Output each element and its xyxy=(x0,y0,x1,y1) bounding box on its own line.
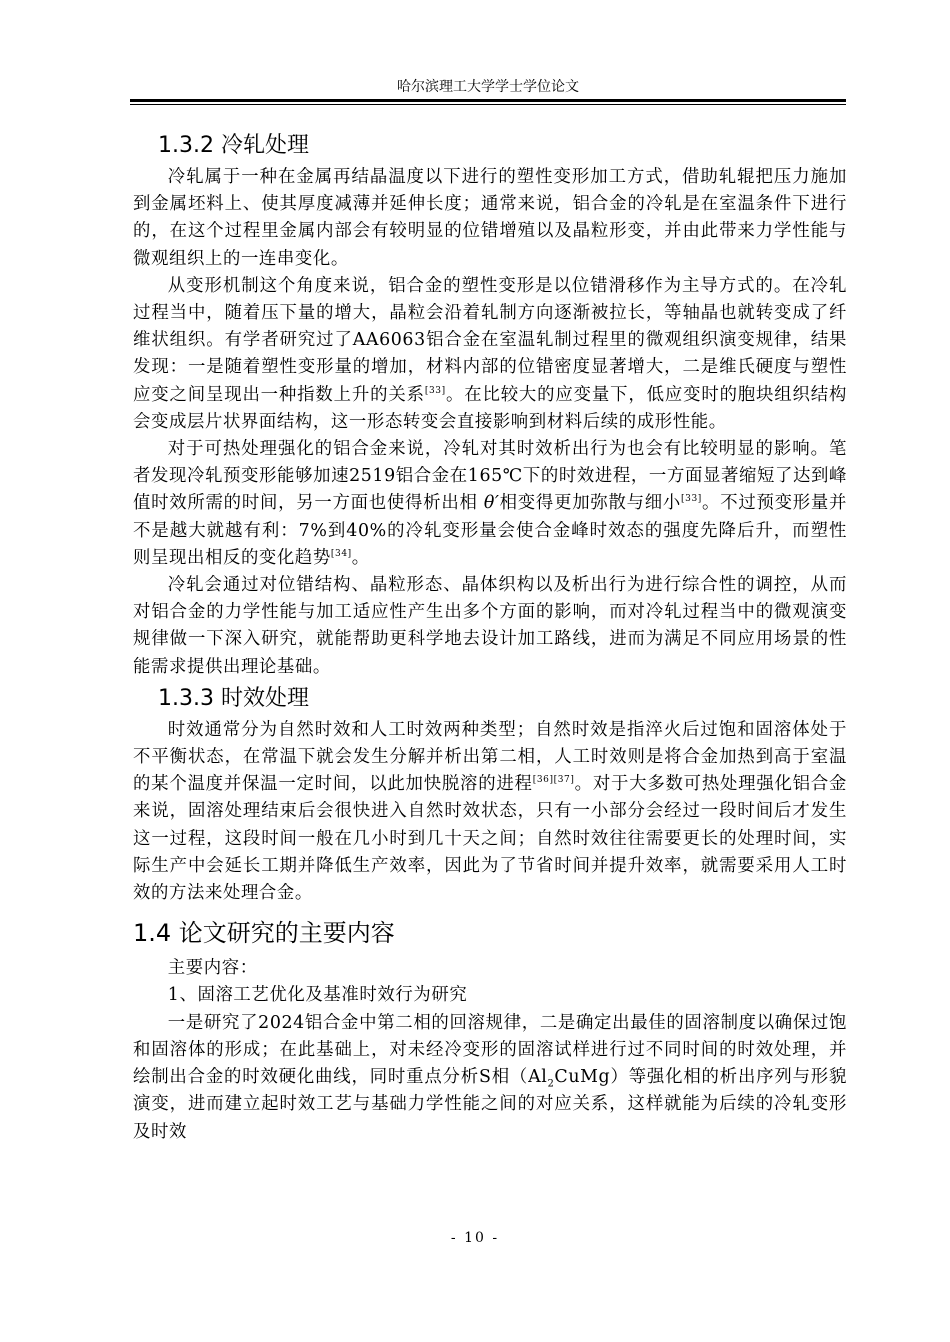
page-number: - 10 - xyxy=(450,1230,500,1246)
section-1-3-2-title: 1.3.2 冷轧处理 xyxy=(158,133,309,158)
text-run: 相变得更加弥散与细小 xyxy=(499,493,682,514)
theta-prime-symbol: θ′ xyxy=(477,493,500,514)
citation: [33] xyxy=(424,385,446,396)
text-run: CuMg）等强化相的析出序列与形貌演变，进而建立起时效工艺与基础力学性能之间的对应关系，这样就能为后续的冷轧变形及时效 xyxy=(133,1067,847,1142)
header-rule-thick xyxy=(130,99,846,102)
text-run: 。 xyxy=(351,547,370,568)
page-body xyxy=(133,128,847,1146)
text-run: 从变形机制这个角度来说，铝合金的塑性变形是以位错滑移作为主导方式的。在冷轧过程当中，随着压下量的增大，晶粒会沿着轧制方向逐渐被拉长，等轴晶也就转变成了纤维状组织。有学者研究过了AA6063铝合金在室温轧制过程里的微观组织演变规律，结果发现：一是随着塑性变形量的增加，材料内部的位错密度显著增大，二是维氏硬度与塑性应变之间呈现出一种指数上升的关系 xyxy=(133,275,847,405)
citation: [34] xyxy=(330,549,352,560)
paragraph xyxy=(133,1010,847,1146)
text-run: 时效通常分为自然时效和人工时效两种类型；自然时效是指淬火后过饱和固溶体处于不平衡状态，在常温下就会发生分解并析出第二相，人工时效则是将合金加热到高于室温的某个温度并保温一定时间，以此加快脱溶的进程 xyxy=(133,719,847,795)
paragraph xyxy=(133,717,847,907)
subscript: 2 xyxy=(547,1078,555,1090)
paragraph: 冷轧属于一种在金属再结晶温度以下进行的塑性变形加工方式，借助轧辊把压力施加到金属坯料上、使其厚度减薄并延伸长度；通常来说，铝合金的冷轧是在室温条件下进行的，在这个过程里金属内部会有较明显的位错增殖以及晶粒形变，并由此带来力学性能与微观组织上的一连串变化。 xyxy=(133,167,847,269)
header-rule-thin xyxy=(130,104,846,105)
citation: [36][37] xyxy=(532,775,575,786)
paragraph xyxy=(133,436,847,572)
citation: [33] xyxy=(681,494,702,505)
paragraph xyxy=(133,273,847,436)
text-run: 对于可热处理强化的铝合金来说，冷轧对其时效析出行为也会有比较明显的影响。笔者发现冷轧预变形能够加速2519铝合金在165℃下的时效进程，一方面显著缩短了达到峰值时效所需的时间，另一方面也使得析出相 xyxy=(133,439,847,514)
paragraph: 冷轧会通过对位错结构、晶粒形态、晶体织构以及析出行为进行综合性的调控，从而对铝合金的力学性能与加工适应性产生出多个方面的影响，而对冷轧过程当中的微观演变规律做一下深入研究，就能帮助更科学地去设计加工路线，进而为满足不同应用场景的性能需求提供出理论基础。 xyxy=(133,575,847,677)
list-intro: 主要内容： xyxy=(167,958,258,979)
text-run: 。在比较大的应变量下，低应变时的胞块组织结构会变成层片状界面结构，这一形态转变会直接影响到材料后续的成形性能。 xyxy=(133,384,847,432)
text-run: 。对于大多数可热处理强化铝合金来说，固溶处理结束后会很快进入自然时效状态，只有一小部分会经过一段时间后才发生这一过程，这段时间一般在几小时到几十天之间；自然时效往往需要更长的处理时间，实际生产中会延长工期并降低生产效率，因此为了节省时间并提升效率，就需要采用人工时效的方法来处理合金。 xyxy=(133,774,847,904)
list-item: 1、固溶工艺优化及基准时效行为研究 xyxy=(167,985,468,1006)
section-1-4-title: 1.4 论文研究的主要内容 xyxy=(133,919,395,948)
text-run: 。不过预变形量并不是越大就越有利：7%到40%的冷轧变形量会使合金峰时效态的强度先降后升，而塑性则呈现出相反的变化趋势 xyxy=(133,493,847,568)
text-run: 一是研究了2024铝合金中第二相的回溶规律，二是确定出最佳的固溶制度以确保过饱和固溶体的形成；在此基础上，对未经冷变形的固溶试样进行过不同时间的时效处理，并绘制出合金的时效硬化曲线，同时重点分析S相（Al xyxy=(133,1012,847,1088)
running-header: 哈尔滨理工大学学士学位论文 xyxy=(397,79,579,95)
section-1-3-3-title: 1.3.3 时效处理 xyxy=(158,685,309,711)
